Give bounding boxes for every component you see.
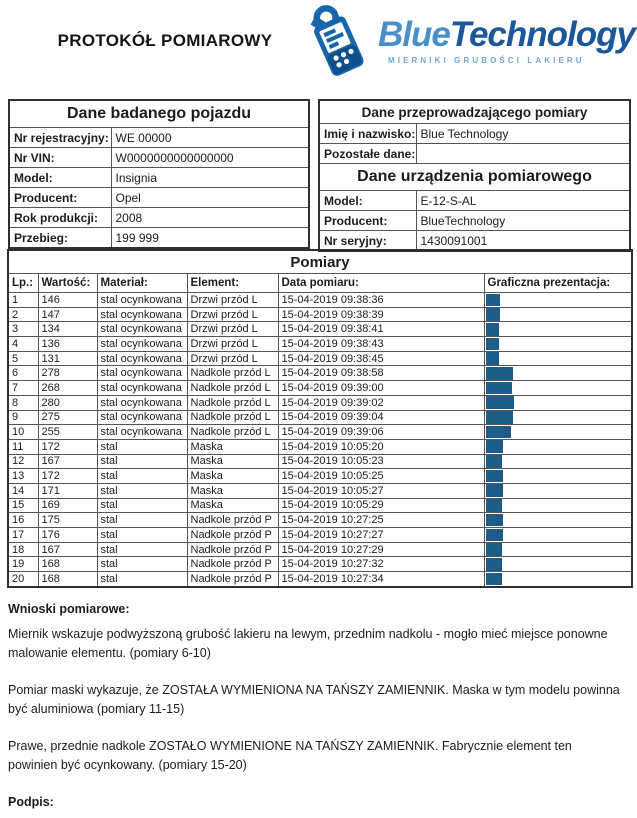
measurement-bar [486,308,501,321]
measurement-bar-cell [484,410,632,425]
conclusion-paragraph-1: Miernik wskazuje podwyższoną grubość lakieru na lewym, przednim nadkolu - mogło mieć miejsce ponowne malowanie elementu. (pomiary 6-10) [8,627,608,660]
measurement-material: stal ocynkowana [97,395,187,410]
measurement-row [8,572,632,587]
measurement-bar-cell [484,293,632,308]
measurement-row [8,351,632,366]
measurement-lp: 5 [8,351,38,366]
measurement-bar [486,396,514,409]
measurements-table [7,249,633,588]
measurement-element: Drzwi przód L [187,307,278,322]
field-label: Producent: [9,188,111,208]
field-label: Producent: [319,211,416,231]
col-header-graph: Graficzna prezentacja: [484,274,632,293]
measurement-lp: 7 [8,381,38,396]
info-row [319,231,630,252]
measurement-lp: 18 [8,542,38,557]
measurement-material: stal ocynkowana [97,307,187,322]
measurement-bar-cell [484,542,632,557]
measurement-bar-cell [484,439,632,454]
measurement-lp: 15 [8,498,38,513]
measurement-lp: 4 [8,337,38,352]
measurement-element: Nadkole przód L [187,425,278,440]
measurement-date: 15-04-2019 09:38:43 [278,337,484,352]
info-row [9,208,309,228]
measurement-value: 280 [38,395,97,410]
measurement-date: 15-04-2019 09:38:39 [278,307,484,322]
measurement-element: Drzwi przód L [187,337,278,352]
measurement-value: 167 [38,542,97,557]
measurement-value: 176 [38,528,97,543]
measurement-material: stal [97,498,187,513]
measurement-material: stal [97,542,187,557]
measurement-element: Nadkole przód P [187,557,278,572]
measurement-bar [486,382,513,395]
info-row [9,168,309,188]
measurement-row [8,454,632,469]
field-value: WE 00000 [111,128,309,148]
measurement-element: Drzwi przód L [187,322,278,337]
info-row [9,128,309,148]
conclusion-paragraph-3: Prawe, przednie nadkole ZOSTAŁO WYMIENIONE NA TAŃSZY ZAMIENNIK. Fabrycznie element ten powinien być ocynkowany. (pomiary 15-20) [8,739,572,772]
measurement-bar [486,573,503,586]
measurement-element: Maska [187,469,278,484]
measurement-bar-cell [484,307,632,322]
measurement-row [8,483,632,498]
vehicle-table-title: Dane badanego pojazdu [9,100,309,128]
measurement-bar [486,543,503,556]
measurement-value: 167 [38,454,97,469]
measurement-element: Maska [187,498,278,513]
measurement-bar-cell [484,454,632,469]
measurement-material: stal [97,513,187,528]
measurement-value: 278 [38,366,97,381]
field-label: Pozostałe dane: [319,144,416,164]
measurement-value: 175 [38,513,97,528]
measurement-bar-cell [484,528,632,543]
measurement-element: Nadkole przód P [187,542,278,557]
measurement-date: 15-04-2019 10:05:25 [278,469,484,484]
col-header-lp: Lp.: [8,274,38,293]
field-label: Imię i nazwisko: [319,124,416,144]
measurement-row [8,498,632,513]
field-value: 199 999 [111,228,309,249]
measurement-material: stal ocynkowana [97,322,187,337]
measurement-date: 15-04-2019 09:39:02 [278,395,484,410]
conclusions-section [8,600,620,818]
measurement-date: 15-04-2019 10:27:34 [278,572,484,587]
logo-tagline: MIERNIKI GRUBOŚCI LAKIERU [388,56,585,65]
col-header-element: Element: [187,274,278,293]
measurement-row [8,542,632,557]
measurement-value: 136 [38,337,97,352]
measurement-bar [486,352,499,365]
measurement-date: 15-04-2019 09:38:58 [278,366,484,381]
measurement-material: stal ocynkowana [97,410,187,425]
measurement-date: 15-04-2019 10:05:20 [278,439,484,454]
field-value: E-12-S-AL [416,191,630,211]
measurement-lp: 17 [8,528,38,543]
page-title: PROTOKÓŁ POMIAROWY [57,31,273,50]
measurement-value: 275 [38,410,97,425]
conclusions-heading: Wnioski pomiarowe: [8,602,130,616]
measurement-bar [486,455,503,468]
measurements-title: Pomiary [8,250,632,274]
measurement-row [8,410,632,425]
measurement-lp: 11 [8,439,38,454]
measurement-row [8,395,632,410]
measurement-lp: 16 [8,513,38,528]
signature-label: Podpis: [8,795,54,809]
col-header-material: Materiał: [97,274,187,293]
operator-and-device-table [318,99,631,252]
field-label: Model: [319,191,416,211]
measurement-row [8,322,632,337]
measurement-lp: 10 [8,425,38,440]
measurement-material: stal [97,528,187,543]
measurement-element: Maska [187,483,278,498]
measurement-date: 15-04-2019 10:05:23 [278,454,484,469]
measurement-element: Drzwi przód L [187,351,278,366]
measurement-element: Nadkole przód L [187,366,278,381]
measurement-bar [486,558,503,571]
col-header-date: Data pomiaru: [278,274,484,293]
measurement-row [8,293,632,308]
measurement-date: 15-04-2019 10:27:29 [278,542,484,557]
blue-technology-logo [294,4,635,84]
measurement-value: 172 [38,469,97,484]
measurement-material: stal ocynkowana [97,337,187,352]
field-value: 2008 [111,208,309,228]
measurement-date: 15-04-2019 09:39:04 [278,410,484,425]
field-value: W0000000000000000 [111,148,309,168]
measurement-bar-cell [484,513,632,528]
measurement-row [8,439,632,454]
measurement-lp: 20 [8,572,38,587]
field-label: Rok produkcji: [9,208,111,228]
measurement-bar-cell [484,351,632,366]
measurement-material: stal [97,439,187,454]
measurement-bar [486,440,503,453]
measurement-element: Nadkole przód P [187,572,278,587]
info-row [319,144,630,164]
measurement-material: stal [97,469,187,484]
measurement-bar-cell [484,557,632,572]
measurements-header-row [8,274,632,293]
measurement-lp: 13 [8,469,38,484]
measurement-row [8,528,632,543]
measurement-row [8,425,632,440]
measurement-material: stal [97,454,187,469]
measurement-bar-cell [484,572,632,587]
measurement-bar-cell [484,498,632,513]
measurement-material: stal [97,557,187,572]
measurement-lp: 14 [8,483,38,498]
operator-table-title: Dane przeprowadzającego pomiary [319,100,630,124]
measurement-bar-cell [484,381,632,396]
measurement-lp: 8 [8,395,38,410]
logo-brand: BlueTechnology [378,15,635,54]
measurement-row [8,381,632,396]
measurement-material: stal ocynkowana [97,366,187,381]
measurement-material: stal ocynkowana [97,351,187,366]
measurement-row [8,337,632,352]
info-row [319,191,630,211]
measurement-value: 146 [38,293,97,308]
device-table-title: Dane urządzenia pomiarowego [319,164,630,191]
vehicle-data-table [8,99,310,249]
field-label: Nr rejestracyjny: [9,128,111,148]
measurement-lp: 2 [8,307,38,322]
measurement-lp: 3 [8,322,38,337]
measurement-bar-cell [484,337,632,352]
measurement-bar [486,514,504,527]
conclusion-paragraph-2: Pomiar maski wykazuje, że ZOSTAŁA WYMIENIONA NA TAŃSZY ZAMIENNIK. Maska w tym modelu powinna być aluminiowa (pomiary 11-15) [8,683,620,716]
measurement-date: 15-04-2019 09:39:00 [278,381,484,396]
info-row [319,211,630,231]
measurement-lp: 9 [8,410,38,425]
measurement-lp: 19 [8,557,38,572]
measurement-date: 15-04-2019 09:38:36 [278,293,484,308]
measurement-element: Drzwi przód L [187,293,278,308]
measurement-date: 15-04-2019 10:05:27 [278,483,484,498]
measurement-date: 15-04-2019 09:39:06 [278,425,484,440]
field-label: Nr seryjny: [319,231,416,252]
measurement-lp: 6 [8,366,38,381]
measurement-value: 172 [38,439,97,454]
measurement-bar-cell [484,322,632,337]
measurement-bar [486,323,499,336]
measurement-row [8,513,632,528]
measurement-bar-cell [484,469,632,484]
measurement-material: stal [97,483,187,498]
measurement-material: stal ocynkowana [97,425,187,440]
measurement-bar-cell [484,395,632,410]
field-value: Blue Technology [416,124,630,144]
measurement-bar [486,470,503,483]
measurement-date: 15-04-2019 09:38:41 [278,322,484,337]
measurement-row [8,469,632,484]
field-value [416,144,630,164]
field-label: Przebieg: [9,228,111,249]
measurement-element: Nadkole przód L [187,381,278,396]
measurement-element: Nadkole przód P [187,513,278,528]
measurement-bar [486,338,500,351]
measurement-material: stal ocynkowana [97,381,187,396]
measurement-value: 171 [38,483,97,498]
measurement-value: 131 [38,351,97,366]
measurement-date: 15-04-2019 10:27:25 [278,513,484,528]
paint-thickness-gauge-icon [294,4,376,84]
measurement-bar [486,529,504,542]
measurement-value: 168 [38,572,97,587]
measurement-element: Nadkole przód P [187,528,278,543]
measurement-element: Nadkole przód L [187,410,278,425]
measurement-element: Nadkole przód L [187,395,278,410]
field-value: Opel [111,188,309,208]
measurement-date: 15-04-2019 10:05:29 [278,498,484,513]
measurement-bar [486,499,503,512]
measurement-value: 169 [38,498,97,513]
measurement-lp: 1 [8,293,38,308]
measurement-material: stal [97,572,187,587]
info-row [319,124,630,144]
measurement-date: 15-04-2019 10:27:32 [278,557,484,572]
field-label: Model: [9,168,111,188]
measurement-material: stal ocynkowana [97,293,187,308]
col-header-value: Wartość: [38,274,97,293]
measurement-bar-cell [484,425,632,440]
measurement-row [8,307,632,322]
measurement-row [8,557,632,572]
measurement-bar-cell [484,366,632,381]
measurement-bar [486,411,514,424]
logo-text [378,4,635,65]
measurement-value: 147 [38,307,97,322]
measurement-row [8,366,632,381]
measurement-element: Maska [187,439,278,454]
measurement-date: 15-04-2019 09:38:45 [278,351,484,366]
field-value: Insignia [111,168,309,188]
info-row [9,148,309,168]
measurement-lp: 12 [8,454,38,469]
measurement-bar [486,294,501,307]
info-row [9,188,309,208]
measurement-element: Maska [187,454,278,469]
measurement-bar [486,367,514,380]
measurement-value: 268 [38,381,97,396]
measurement-date: 15-04-2019 10:27:27 [278,528,484,543]
field-value: 1430091001 [416,231,630,252]
field-label: Nr VIN: [9,148,111,168]
measurement-value: 168 [38,557,97,572]
measurement-bar [486,484,503,497]
measurement-value: 255 [38,425,97,440]
measurement-value: 134 [38,322,97,337]
measurement-bar-cell [484,483,632,498]
measurement-bar [486,426,512,439]
field-value: BlueTechnology [416,211,630,231]
info-row [9,228,309,249]
